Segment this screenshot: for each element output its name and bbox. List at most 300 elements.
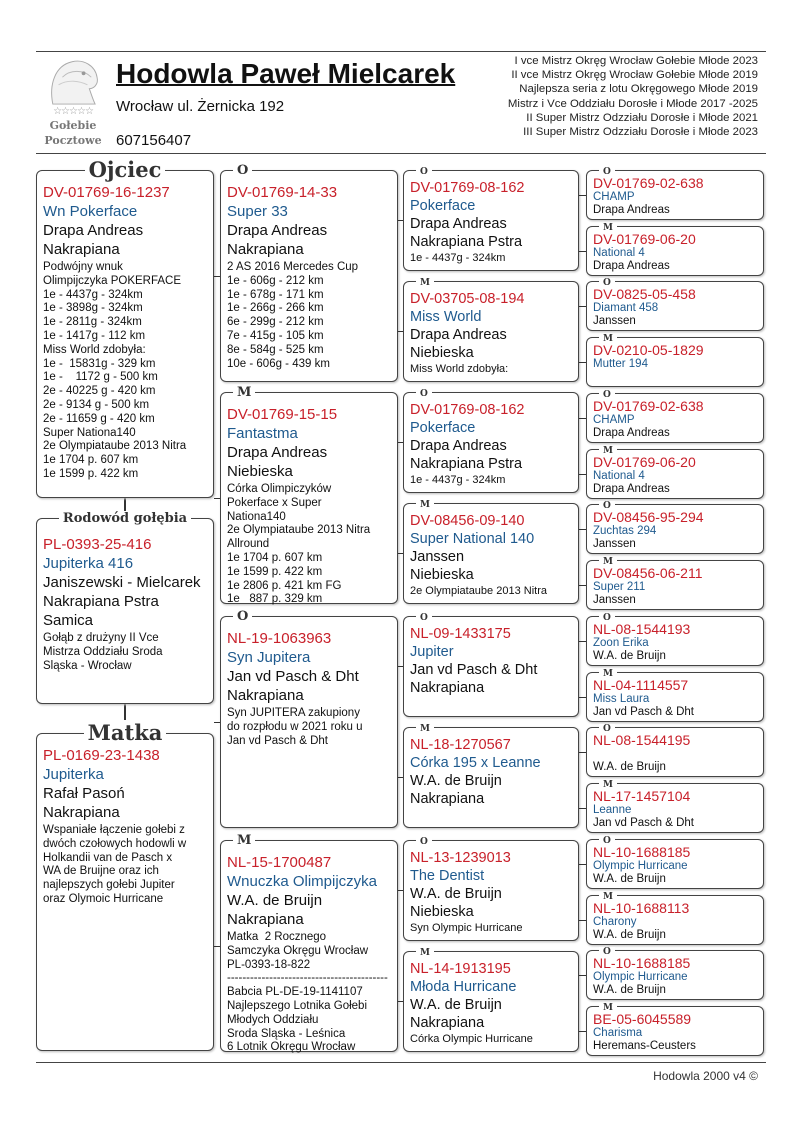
card-legend	[404, 497, 578, 509]
pigeon-notes	[410, 922, 575, 935]
card-legend	[587, 721, 763, 733]
note-line: Super Nationa140	[43, 426, 136, 439]
pigeon-color: Nakrapiana	[410, 791, 485, 807]
note-line: Mistrza Oddziału Środa	[43, 645, 163, 658]
card-content	[227, 629, 394, 748]
connector-line	[579, 752, 586, 753]
ring-number: DV-01769-08-162	[410, 402, 525, 418]
pigeon-name: The Dentist	[410, 868, 485, 884]
card-content	[410, 290, 575, 376]
card-content	[593, 287, 760, 328]
card-content	[227, 183, 394, 371]
pigeon-color: Nakrapiana Pstra	[43, 593, 159, 610]
ring-number: DV-01769-16-1237	[43, 184, 170, 201]
pigeon-name: Syn Jupitera	[227, 649, 311, 666]
logo-stars: ☆☆☆☆☆	[53, 106, 93, 117]
breeder-name: Rafał Pasoń	[43, 785, 125, 802]
card-content	[227, 405, 394, 607]
connector-line	[579, 418, 586, 419]
ring-number: NL-19-1063963	[227, 630, 332, 647]
card-content	[410, 401, 575, 487]
pedigree-card[interactable]	[586, 501, 764, 554]
note-line: 2e Olympiataube 2013 Nitra	[410, 585, 547, 597]
father-legend: O	[233, 163, 252, 178]
pigeon-color: Nakrapiana Pstra	[410, 234, 523, 250]
achievements-list	[495, 54, 758, 139]
note-line: 2 AS 2016 Mercedes Cup	[227, 261, 359, 273]
card-content	[593, 733, 760, 774]
father-legend: O	[599, 278, 615, 288]
mother-legend: M	[416, 500, 434, 510]
ring-number: DV-01769-02-638	[593, 399, 704, 414]
pigeon-name: Jupiterka	[43, 766, 104, 783]
card-legend	[404, 164, 578, 176]
pigeon-color: Nakrapiana	[227, 241, 304, 258]
pedigree-card[interactable]	[586, 1003, 764, 1056]
card-content	[227, 853, 394, 1055]
note-line: Jan vd Pasch & Dht	[227, 734, 328, 747]
ring-number: PL-0169-23-1438	[43, 747, 160, 764]
pigeon-color: Nakrapiana	[410, 1015, 485, 1031]
pedigree-card[interactable]	[586, 278, 764, 331]
mother-legend: M	[416, 948, 434, 958]
breeder-name: W.A. de Bruijn	[410, 997, 502, 1013]
note-line: Środa Śląska - Leśnica	[227, 1027, 346, 1040]
mother-legend: M	[233, 833, 255, 848]
breeder-address: Wrocław ul. Żernicka 192	[116, 98, 285, 115]
note-line: Najlepszego Lotnika Gołebi	[227, 999, 368, 1012]
card-legend	[587, 387, 763, 399]
pedigree-card[interactable]	[586, 613, 764, 666]
card-content	[593, 845, 760, 886]
connector-line	[214, 276, 220, 277]
note-line: Miss World zdobyła:	[43, 343, 146, 356]
note-line: Matka 2 Rocznego	[227, 931, 327, 943]
pedigree-card[interactable]	[586, 947, 764, 1000]
note-line: Córka Olympic Hurricane	[410, 1033, 533, 1045]
card-content	[410, 512, 575, 598]
father-legend: O	[233, 609, 252, 624]
card-legend	[221, 383, 397, 401]
note-line: 1e - 4437g - 324km	[410, 252, 506, 264]
note-line: Pokerface x Super	[227, 496, 322, 509]
ring-number: NL-18-1270567	[410, 737, 511, 753]
connector-line	[579, 195, 586, 196]
connector-line	[579, 251, 586, 252]
pedigree-card[interactable]	[586, 334, 764, 387]
pedigree-card[interactable]	[586, 446, 764, 499]
breeder-name: Drapa Andreas	[410, 438, 507, 454]
pigeon-name: Charisma	[593, 1027, 643, 1039]
pigeon-notes	[410, 585, 575, 598]
pigeon-name: Miss Laura	[593, 693, 650, 705]
breeder-name: W.A. de Bruijn	[593, 873, 666, 885]
card-content	[593, 1012, 760, 1053]
connector-line	[579, 920, 586, 921]
card-legend	[404, 834, 578, 846]
pigeon-name: Wnuczka Olimpijczyka	[227, 873, 378, 890]
breeder-name: Drapa Andreas	[410, 216, 507, 232]
top-rule	[36, 51, 766, 52]
breeder-name: Jan vd Pasch & Dht	[410, 662, 538, 678]
pigeon-name: Super 211	[593, 581, 646, 593]
note-line: 1e - 606g - 212 km	[227, 274, 324, 287]
pigeon-color: Niebieska	[410, 904, 474, 920]
connector-line	[214, 946, 220, 947]
note-line: Syn Olympic Hurricane	[410, 922, 523, 934]
breeder-name: W.A. de Bruijn	[593, 929, 666, 941]
card-legend	[587, 610, 763, 622]
mother-legend: M	[599, 446, 617, 456]
card-legend	[404, 275, 578, 287]
ring-number: NL-13-1239013	[410, 850, 511, 866]
father-legend: O	[599, 947, 615, 957]
pedigree-card[interactable]	[586, 557, 764, 610]
note-line: Samczyka Okręgu Wrocław	[227, 944, 369, 957]
pedigree-card[interactable]	[220, 163, 398, 382]
breeder-name: Drapa Andreas	[227, 222, 328, 239]
pigeon-notes	[410, 363, 575, 376]
mother-legend: M	[599, 223, 617, 233]
footer-rule	[36, 1062, 766, 1063]
note-line: 10e - 606g - 439 km	[227, 357, 330, 370]
note-line: WA de Bruijne oraz ich	[43, 865, 159, 878]
pigeon-color: Niebieska	[410, 567, 474, 583]
card-legend	[404, 386, 578, 398]
connector-line	[398, 666, 403, 667]
ring-number: NL-14-1913195	[410, 961, 511, 977]
connector-line	[579, 808, 586, 809]
pigeon-notes	[43, 632, 210, 673]
breeder-name: Drapa Andreas	[43, 222, 144, 239]
connector-line	[579, 362, 586, 363]
card-legend	[587, 554, 763, 566]
pigeon-name: National 4	[593, 470, 645, 482]
breeder-name: W.A. de Bruijn	[410, 773, 502, 789]
connector-line	[398, 220, 403, 221]
ring-number: DV-08456-09-140	[410, 513, 525, 529]
achievement-item: I vce Mistrz Okręg Wrocław Gołebie Młode 2023	[514, 55, 758, 67]
card-legend	[587, 220, 763, 232]
note-line: Holkandii van de Pasch x	[43, 851, 173, 864]
ring-number: DV-01769-15-15	[227, 406, 338, 423]
card-content	[593, 176, 760, 217]
pigeon-notes	[410, 1033, 575, 1046]
mother-legend: M	[416, 724, 434, 734]
breeder-name: Janssen	[593, 315, 636, 327]
card-legend	[404, 610, 578, 622]
achievement-item: Mistrz i Vce Oddziału Dorosłe i Młode 2017 -2025	[507, 97, 758, 110]
pigeon-sex: Samica	[43, 612, 94, 629]
father-legend: O	[599, 836, 615, 846]
pedigree-card[interactable]	[586, 780, 764, 833]
pedigree-card[interactable]	[403, 724, 579, 828]
pigeon-name: Jupiter	[410, 644, 454, 660]
connector-line	[579, 641, 586, 642]
card-content	[410, 849, 575, 935]
ring-number: DV-01769-08-162	[410, 180, 525, 196]
connector-line	[579, 1031, 586, 1032]
pigeon-name: Super 33	[227, 203, 288, 220]
card-legend	[404, 945, 578, 957]
pigeon-name: CHAMP	[593, 414, 635, 426]
card-legend	[587, 275, 763, 287]
mother-legend: M	[416, 278, 434, 288]
breeder-name: W.A. de Bruijn	[227, 892, 323, 909]
pigeon-name: Zoon Erika	[593, 637, 649, 649]
achievement-item: III Super Mistrz Odzziału Dorosłe i Młode 2023	[523, 125, 758, 138]
note-line: Syn JUPITERA zakupiony	[227, 707, 360, 719]
card-legend	[587, 1000, 763, 1012]
pigeon-notes	[43, 824, 210, 907]
pedigree-card[interactable]	[403, 167, 579, 271]
pedigree-card[interactable]	[403, 948, 579, 1052]
pedigree-card[interactable]	[586, 669, 764, 722]
note-line: dwóch czołowych hodowli w	[43, 837, 187, 850]
card-content	[410, 625, 575, 697]
note-line: 7e - 415g - 105 km	[227, 329, 324, 342]
card-legend	[587, 833, 763, 845]
pigeon-name: Jupiterka 416	[43, 555, 134, 572]
card-legend	[587, 777, 763, 789]
note-line: Podwójny wnuk	[43, 261, 123, 273]
note-line: do rozpłodu w 2021 roku u	[227, 720, 363, 733]
note-line: 2e - 40225 g - 420 km	[43, 385, 156, 398]
header-bottom-rule	[36, 153, 766, 154]
card-legend	[221, 607, 397, 625]
pedigree-card[interactable]	[220, 385, 398, 606]
pigeon-name: Zuchtas 294	[593, 525, 657, 537]
connector-line	[579, 585, 586, 586]
card-content	[593, 343, 760, 384]
pigeon-head-icon	[44, 56, 102, 106]
card-content	[593, 399, 760, 440]
ring-number: DV-0825-05-458	[593, 287, 696, 302]
note-line: 2e Olympiataube 2013 Nitra	[43, 440, 187, 453]
note-line: 1e 887 p. 329 km	[227, 593, 323, 606]
connector-line	[579, 474, 586, 475]
card-legend	[587, 443, 763, 455]
note-line: 1e - 3898g - 324km	[43, 302, 143, 315]
pedigree-card[interactable]	[403, 837, 579, 941]
pedigree-card[interactable]	[586, 167, 764, 220]
note-line: 1e - 4437g - 324km	[410, 474, 506, 486]
achievement-item: Najlepsza seria z lotu Okręgowego Młode 2019	[519, 83, 758, 96]
achievement-item: II Super Mistrz Odzziału Dorosłe i Młode 2021	[526, 111, 758, 124]
breeder-name: Janssen	[593, 594, 636, 606]
subject-card[interactable]	[36, 511, 214, 704]
ring-number: BE-05-6045589	[593, 1012, 692, 1027]
breeder-name: Jan vd Pasch & Dht	[227, 668, 359, 685]
pedigree-card[interactable]	[403, 500, 579, 604]
note-line: Śląska - Wrocław	[43, 659, 132, 672]
pigeon-color: Niebieska	[410, 345, 474, 361]
father-legend: O	[416, 167, 432, 177]
note-line: najlepszych gołebi Jupiter	[43, 879, 175, 892]
ring-number: DV-01769-06-20	[593, 455, 696, 470]
pedigree-card[interactable]	[403, 389, 579, 493]
father-legend: O	[599, 724, 615, 734]
card-legend	[221, 831, 397, 849]
pedigree-card[interactable]	[403, 613, 579, 717]
card-content	[593, 678, 760, 719]
mother-legend: M	[599, 1003, 617, 1013]
card-content	[593, 789, 760, 830]
father-legend: O	[416, 837, 432, 847]
note-line: 1e 1704 p. 607 km	[227, 551, 323, 564]
note-line: ------------------------------------------	[227, 972, 388, 985]
card-content	[593, 901, 760, 942]
breeder-name: Drapa Andreas	[227, 444, 328, 461]
breeder-phone: 607156407	[116, 132, 192, 149]
pigeon-name: Olympic Hurricane	[593, 971, 688, 983]
ring-number: DV-01769-06-20	[593, 232, 696, 247]
ring-number: NL-10-1688113	[593, 901, 690, 916]
card-legend	[404, 721, 578, 733]
note-line: 1e - 2811g - 324km	[43, 316, 142, 329]
breeder-name: Jan vd Pasch & Dht	[593, 706, 694, 718]
logo-line-2: Pocztowe	[44, 134, 102, 147]
father-legend: Ojciec	[85, 157, 166, 182]
father-card[interactable]	[36, 157, 214, 498]
connector-line	[398, 1001, 403, 1002]
pigeon-name	[593, 748, 760, 761]
note-line: Allround	[227, 538, 270, 551]
pedigree-card[interactable]	[586, 223, 764, 276]
note-line: 1e - 1417g - 112 km	[43, 329, 146, 342]
pigeon-name: Mutter 194	[593, 358, 648, 370]
ring-number: DV-08456-06-211	[593, 566, 703, 581]
note-line: Gołąb z drużyny II Vce	[43, 632, 159, 644]
pigeon-name: National 4	[593, 247, 645, 259]
connector-line	[214, 498, 220, 499]
card-content	[410, 960, 575, 1046]
connector-line	[579, 529, 586, 530]
note-line: 1e - 266g - 266 km	[227, 302, 324, 315]
ring-number: PL-0393-25-416	[43, 536, 152, 553]
mother-legend: Matka	[84, 720, 167, 745]
breeder-name: Janssen	[593, 538, 636, 550]
connector-line	[579, 864, 586, 865]
breeder-name: Heremans-Ceusters	[593, 1040, 696, 1052]
connector-line	[579, 697, 586, 698]
pedigree-card[interactable]	[586, 724, 764, 777]
ring-number: DV-0210-05-1829	[593, 343, 704, 358]
card-legend	[587, 666, 763, 678]
breeder-name: Drapa Andreas	[593, 204, 670, 216]
pigeon-name: CHAMP	[593, 191, 635, 203]
breeder-name: Drapa Andreas	[593, 260, 670, 272]
footer-credit: Hodowla 2000 v4 ©	[653, 1069, 758, 1083]
note-line: Babcia PL-DE-19-1141107	[227, 986, 363, 999]
card-content	[593, 455, 760, 496]
logo-line-1: Gołebie	[49, 119, 97, 132]
breeder-name: Drapa Andreas	[410, 327, 507, 343]
note-line: 1e 1599 p. 422 km	[43, 467, 139, 480]
pigeon-name: Pokerface	[410, 198, 476, 214]
card-legend	[587, 889, 763, 901]
ring-number: NL-08-1544195	[593, 733, 691, 748]
pigeon-name: Córka 195 x Leanne	[410, 755, 541, 771]
card-legend	[221, 161, 397, 179]
note-line: 1e 2806 p. 421 km FG	[227, 579, 342, 592]
mother-legend: M	[599, 557, 617, 567]
mother-legend: M	[599, 669, 617, 679]
pigeon-name: Diamant 458	[593, 302, 659, 314]
pedigree-card[interactable]	[586, 390, 764, 443]
connector-line	[579, 975, 586, 976]
father-legend: O	[599, 167, 615, 177]
pigeon-name: Leanne	[593, 804, 632, 816]
note-line: Olimpijczyka POKERFACE	[43, 274, 182, 287]
card-content	[593, 232, 760, 273]
breeder-name: Drapa Andreas	[593, 427, 670, 439]
note-line: 1e - 1172 g - 500 km	[43, 371, 158, 384]
ring-number: NL-10-1688185	[593, 845, 691, 860]
note-line: Wspaniałe łączenie gołebi z	[43, 824, 185, 836]
pigeon-notes	[410, 474, 575, 487]
ring-number: NL-10-1688185	[593, 956, 691, 971]
pedigree-card[interactable]	[220, 833, 398, 1054]
breeder-name: Jan vd Pasch & Dht	[593, 817, 694, 829]
note-line: PL-0393-18-822	[227, 958, 311, 971]
note-line: 8e - 584g - 525 km	[227, 343, 324, 356]
ring-number: DV-08456-95-294	[593, 510, 704, 525]
pigeon-name: Super National 140	[410, 531, 535, 547]
note-line: Miss World zdobyła:	[410, 363, 509, 375]
connector-line	[398, 442, 403, 443]
note-line: 6 Lotnik Okręgu Wrocław	[227, 1041, 356, 1054]
pigeon-color: Niebieska	[227, 463, 293, 480]
card-content	[593, 956, 760, 997]
note-line: 2e Olympiataube 2013 Nitra	[227, 524, 371, 537]
note-line: Młodych Oddziału	[227, 1013, 319, 1026]
note-line: oraz Olymoic Hurricane	[43, 892, 164, 905]
achievement-item: II vce Mistrz Okręg Wrocław Gołebie Młode 2019	[511, 69, 758, 82]
card-legend	[587, 331, 763, 343]
pigeon-color: Nakrapiana	[43, 241, 120, 258]
pigeon-name: Wn Pokerface	[43, 203, 138, 220]
note-line: 1e 1599 p. 422 km	[227, 565, 323, 578]
ring-number: NL-09-1433175	[410, 626, 511, 642]
card-legend	[587, 944, 763, 956]
father-legend: O	[416, 389, 432, 399]
pedigree-card[interactable]	[403, 278, 579, 382]
father-legend: O	[416, 613, 432, 623]
breeder-name: W.A. de Bruijn	[593, 984, 666, 996]
ring-number: DV-01769-02-638	[593, 176, 704, 191]
father-legend: O	[599, 390, 615, 400]
breeder-name: Janssen	[410, 549, 465, 565]
pigeon-notes	[227, 931, 394, 1055]
card-legend	[587, 164, 763, 176]
connector-line	[579, 306, 586, 307]
note-line: 2e - 11659 g - 420 km	[43, 412, 155, 425]
pedigree-card[interactable]	[586, 892, 764, 945]
pigeon-name: Fantastma	[227, 425, 298, 442]
pedigree-card[interactable]	[220, 609, 398, 828]
pigeon-color: Nakrapiana	[43, 804, 120, 821]
note-line: 1e - 678g - 171 km	[227, 288, 324, 301]
card-legend	[587, 498, 763, 510]
breeder-name: W.A. de Bruijn	[593, 650, 666, 662]
connector-line	[398, 777, 403, 778]
pigeon-notes	[227, 483, 394, 607]
card-content	[410, 179, 575, 265]
mother-legend: M	[599, 780, 617, 790]
pedigree-card[interactable]	[586, 836, 764, 889]
mother-card[interactable]	[36, 720, 214, 1051]
